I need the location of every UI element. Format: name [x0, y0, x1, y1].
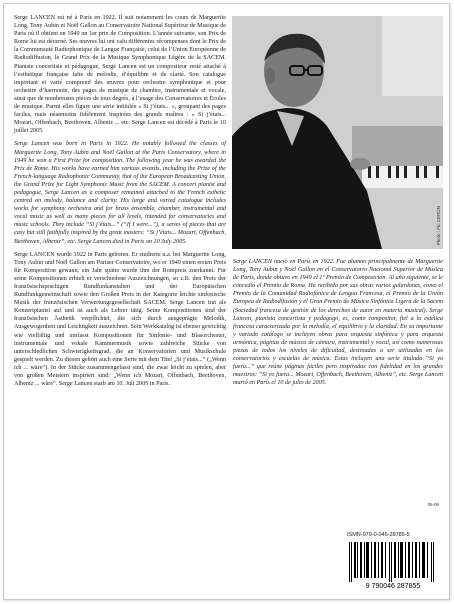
photo-credit: Photo : Pic CERON: [436, 205, 441, 245]
isbn-number: ISMN-979-0-046-28785-5: [347, 532, 410, 538]
composer-portrait-image: [232, 16, 443, 249]
right-column: [233, 258, 443, 393]
back-cover: [3, 3, 450, 600]
barcode-number: 9 790046 287855: [365, 583, 421, 590]
bio-english: Serge Lancen was born in Paris in 1922. He notably followed the classes of Marguerite Long, Tony Aubin and Noël Gallon at the Paris Conservatory, where in 1949 he won a First Prize for composition. The following year he was awarded the Prix de Rome. His works have earned him various awards, including the Prize of the French-language Radiophonic Community, that of the European Broadcasting Union, the Grand Prize for Light Symphonic Music from the SACEM. A concert pianist and pedagogue, Serge Lancen as a composer remained attached to the French esthetic centred on melody, balance and clarity. His large and varied catalogue includes works for symphony orchestra and for brass ensemble, chamber, instrumental and vocal music as well as many pieces for all levels, intended for conservatories and music schools. They include “Si j’étais...” (“If I were...”), a series of pieces that are easy but still faithfully inspired by the great masters: “Si j’étais... Mozart, Offenbach, Beethoven, Albeniz”, etc. Serge Lancen died in Paris on 10 July 2005.: [14, 141, 226, 245]
barcode-icon: [347, 542, 439, 590]
bio-french: Serge LANCEN est né à Paris en 1922. Il suit notamment les cours de Marguerite Long, Tony Aubin et Noël Gallon au Conservatoire National Supérieur de Musique de Paris où il obtient en 1949 un 1er prix de Composition. L’année suivante, son Prix de Rome lui est décerné. Ses œuvres lui ont valu différentes récompenses dont le Prix de la Communauté Radiophonique de Langue Française, celui de l’Union Européenne de Radiodiffusion, le Grand Prix de la Musique Symphonique Légère de la SACEM. Pianiste concertiste et pédagogue, Serge Lancen est un compositeur resté attaché à l’esthétique française faite de mélodie, d’équilibre et de clarté. Son catalogue important et varié comprend des œuvres pour orchestre symphonique et pour orchestre d’harmonie, des pages de musique de chambre, instrumentale et vocale, ainsi que de nombreuses pièces de tous degrés, à l’usage des Conservatoires et Écoles de musique. Parmi elles figure une série intitulée « Si j’étais... », groupant des pages faciles, mais néanmoins fidèlement inspirées des grands maîtres : « Si j’étais... Mozart, Offenbach, Beethoven, Albeniz ... etc. Serge Lancen est décédé à Paris le 10 juillet 2005.: [14, 15, 226, 135]
bio-spanish: Serge LANCEN nació en París en 1922. Fue alumno principalmente de Marguerite Long, Tony Aubin y Noël Gallon en el Conservatorio Nacional Superior de Música de París, donde obtuvo en 1949 el 1º Premio de Composición. Al año siguiente, se le concedió el Premio de Roma. Ha recibido por sus obras varios galardones, como el Premio de la Comunidad Radiofónica de Lengua Francesa, el Premio de la Unión Europea de Radiodifusión y el Gran Premio de Música Sinfónica Ligera de la Sacem (Sociedad francesa de gestión de los derechos de autor en materia musical). Serge Lancen, pianista concertista y pedagogo, es, como compositor, fiel a la estética francesa caracterizada por la melodía, el equilibrio y la claridad. En su importante y variado catálogo se incluyen obras para orquesta sinfónica y para orquesta armónica, páginas de música de cámara, instrumental y vocal, así como numerosas piezas de todos los niveles de dificultad, destinadas a ser utilizadas en los conservatorios y escuelas de música. Éstas incluyen una serie titulada “Si yo fuera...” que reúne páginas fáciles pero inspiradas con fidelidad en los grandes maestros: “Si yo fuera... Mozart, Offenbach, Beethoven, Albeniz”, etc. Serge Lancen murió en París el 10 de julio de 2005.: [233, 259, 443, 387]
bio-german: Serge LANCEN wurde 1922 in Paris geboren. Er studierte u.a. bei Marguerite Long, Tony Aubin und Noël Gallon am Pariser Conservatoire, wo er 1949 einen ersten Preis für Komposition gewann; ein Jahr später wurde ihm der Rompreis zuerkannt. Für seine Kompositionen erhielt er verschiedene Auszeichnungen, so z.B. den Preis der französischsprachigen Rundfunkanstalten und der Europäischen Rundfunkgemeinschaft sowie den Großen Preis in der Kategorie leichte sinfonische Musik der französischen Verwertungsgesellschaft SACEM. Serge Lancen trat als Konzertpianist auf und ist auch als Lehrer tätig. Seine Kompositionen sind der französischen Ästhetik verpflichtet, die sich durch ausgeprägte Melodik, Ausgewogenheit und Leichtigkeit auszeichnet. Sein Werkkatalog ist ebenso gewichtig wie vielfältig und umfasst Kompositionen für Sinfonie- und Blasorchester, instrumentale und vokale Kammermusik sowie zahlreiche Stücke von unterschiedlichen Schwierigkeitsgrad, die an Konservatorien und Musikschule gespielt werden. Zu diesen gehört auch eine Serie mit dem Titel „Si j’étais...“ („Wenn ich ... wäre“). In der Stücke zusammengefasst sind, die zwar leicht zu spielen, aber von großen Meistern inspiriert sind: „Wenn ich Mozart, Offenbach, Beethoven, Albeniz ... wäre“. Serge Lancen starb am 10. Juli 2005 in Paris.: [14, 251, 226, 388]
composer-photo: [232, 16, 443, 249]
left-column: [14, 14, 226, 393]
catalog-code: 05-06: [427, 502, 439, 507]
